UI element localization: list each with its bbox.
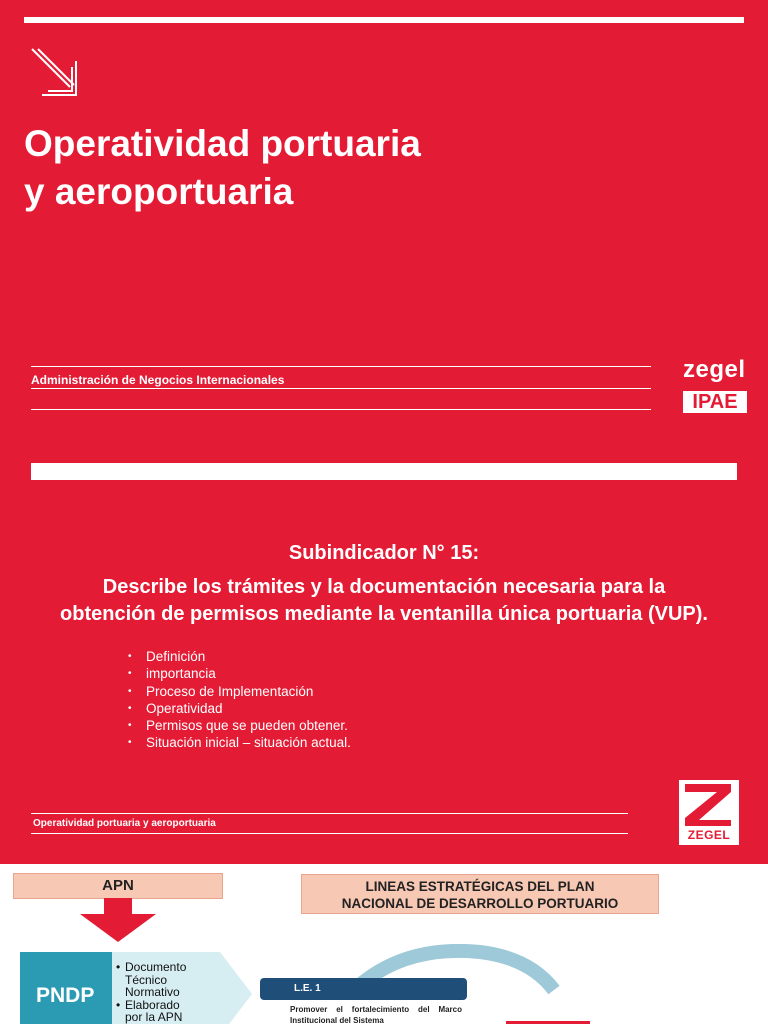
- strategic-lines-line-1: LINEAS ESTRATÉGICAS DEL PLAN: [365, 879, 595, 894]
- brand-logo-ipae: IPAE: [683, 391, 747, 413]
- list-item: • Documento: [116, 960, 187, 974]
- diagram-slide: [0, 866, 768, 1024]
- diagonal-arrow-icon: [30, 47, 80, 99]
- pndp-label: PNDP: [36, 984, 95, 1007]
- le-description: Promover el fortalecimiento del Marco Institucional del Sistema: [290, 1005, 462, 1024]
- divider-line: [31, 366, 651, 367]
- topic-list: [128, 648, 351, 752]
- description-line-2: obtención de permisos mediante la ventanilla única portuaria (VUP).: [60, 603, 708, 625]
- strategic-lines-line-2: NACIONAL DE DESARROLLO PORTUARIO: [341, 896, 619, 911]
- list-item: • Operatividad: [128, 700, 223, 716]
- zegel-logo: [679, 780, 739, 845]
- list-item: Normativo: [125, 985, 180, 1000]
- top-white-bar: [31, 463, 737, 480]
- title-slide: [0, 0, 768, 432]
- apn-box: APN: [13, 873, 223, 899]
- subindicator-heading: Subindicador N° 15:: [288, 542, 480, 564]
- list-item: • Situación inicial – situación actual.: [128, 735, 351, 751]
- brand-logo-zegel: zegel: [683, 356, 746, 383]
- zegel-mark-icon: [679, 780, 739, 828]
- description-heading: [0, 574, 768, 628]
- pndp-notes: [116, 961, 186, 1024]
- list-item: • Permisos que se pueden obtener.: [128, 718, 348, 734]
- description-line-1: Describe los trámites y la documentación necesaria para la: [102, 576, 666, 598]
- list-item: • Definición: [128, 649, 206, 664]
- le-label-box: L.E. 1: [260, 978, 467, 1000]
- divider-line: [31, 833, 628, 834]
- program-subtitle: Administración de Negocios Internacionales: [31, 373, 285, 387]
- title-line-2: y aeroportuaria: [24, 171, 294, 212]
- list-item: • importancia: [128, 666, 216, 682]
- down-arrow-icon: [80, 898, 156, 942]
- divider-line: [31, 409, 651, 410]
- strategic-lines-box: [301, 874, 659, 914]
- logo-caption: ZEGEL: [687, 828, 731, 842]
- title-line-1: Operatividad portuaria: [24, 123, 421, 164]
- list-item: por la APN: [125, 1010, 183, 1024]
- divider-line: [31, 388, 651, 389]
- list-item: • Proceso de Implementación: [128, 683, 314, 699]
- content-slide: [0, 432, 768, 864]
- list-item: • Elaborado: [116, 997, 180, 1012]
- footer-course-name: Operatividad portuaria y aeroportuaria: [33, 818, 216, 829]
- list-item: Técnico: [125, 972, 168, 987]
- page-title: [24, 120, 421, 216]
- top-white-bar: [24, 17, 744, 23]
- divider-line: [31, 813, 628, 814]
